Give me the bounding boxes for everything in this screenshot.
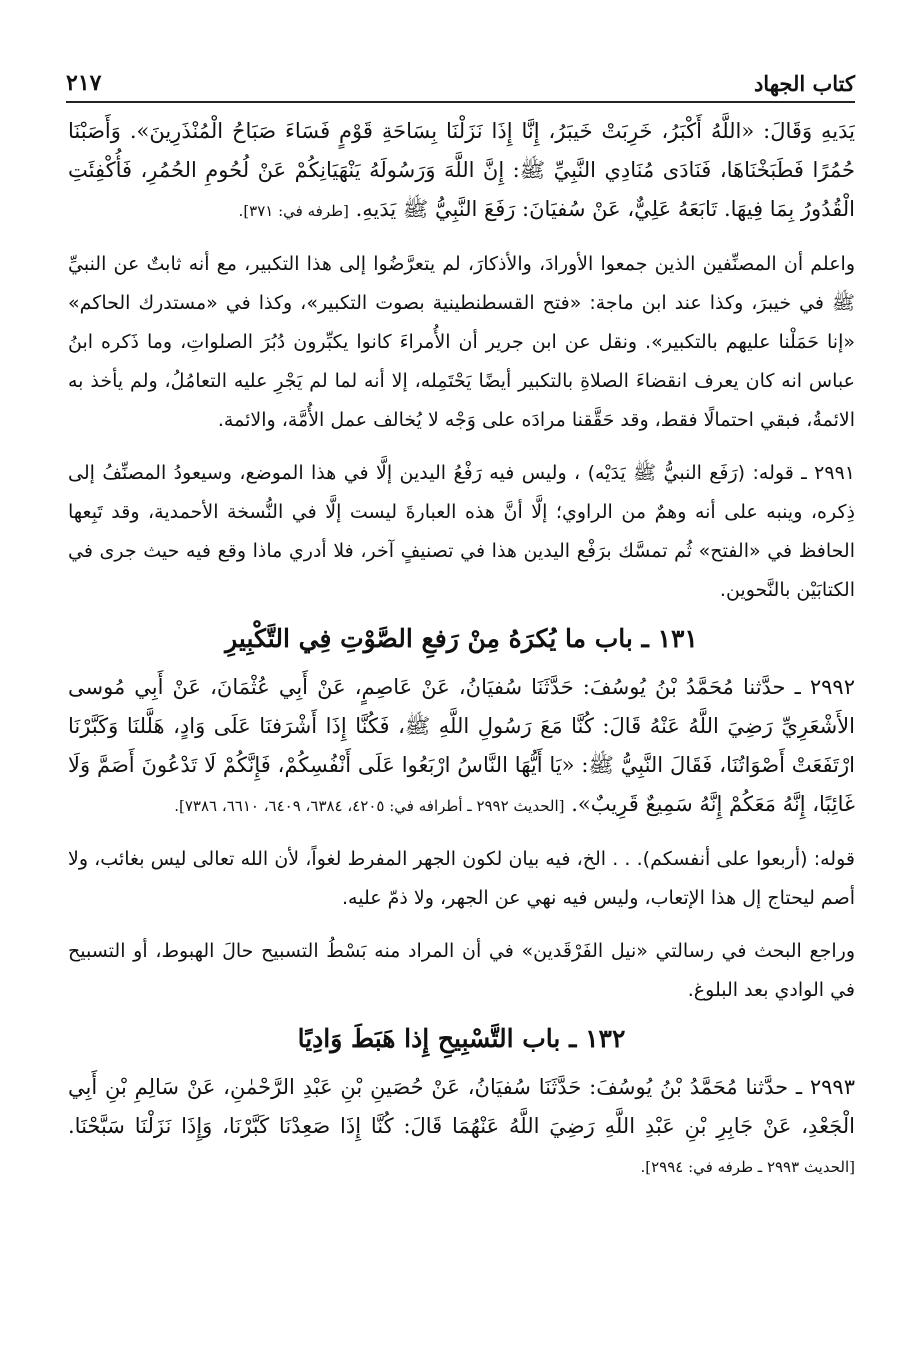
hadith-reference: [الحديث ٢٩٩٢ ـ أطرافه في: ٤٢٠٥، ٦٣٨٤، ٦٤٠٩، ٦٦١٠، ٧٣٨٦]. bbox=[174, 797, 565, 815]
page-number: ٢١٧ bbox=[66, 70, 102, 96]
hadith-reference: [طرفه في: ٣٧١]. bbox=[238, 202, 349, 220]
header-rule bbox=[66, 101, 855, 103]
commentary-paragraph: وراجع البحث في رسالتي «نيل الفَرْقَدين» في أن المراد منه بَسْطُ التسبيح حالَ الهبوط، أو التسبيح في الوادي بعد البلوغ. bbox=[68, 940, 855, 1001]
hadith-text: ٢٩٩٣ ـ حدَّثنا مُحَمَّدُ بْنُ يُوسُفَ: حَدَّثَنَا سُفيَانُ، عَنْ حُصَينِ بْنِ عَبْدِ الرَّحْمٰنِ، عَنْ سَالِمِ بْنِ أَبِي الْجَعْدِ، عَنْ جَابِرِ بْنِ عَبْدِ اللَّهِ رَضِيَ اللَّهُ عَنْهُمَا قَالَ: كُنَّا إِذَا صَعِدْنَا كَبَّرْنَا، وَإِذَا نَزَلْنَا سَبَّحْنَا. [الحديث ٢٩٩٣ ـ طرفه في: ٢٩٩٤]. bbox=[68, 1075, 855, 1176]
commentary-paragraph: واعلم أن المصنِّفين الذين جمعوا الأورادَ، والأذكارَ، لم يتعرَّضُوا إلى هذا التكبير، مع أنه ثابتٌ عن النبيِّ ﷺ في خيبرَ، وكذا عند ابن ماجة: «فتح القسطنطينية بصوت التكبير»، وكذا في «مستدرك الحاكم» «إنا حَمَلْنا عليهم بالتكبير». ونقل عن ابن جرير أن الأُمراءَ كانوا يكبِّرون دُبُرَ الصلواتِ، وما ذَكره ابنُ عباس انه كان يعرف انقضاءَ الصلاةِ بالتكبير أيضًا يَحْتَمِله، إلا أنه لما لم يَجْرِ عليه التعامُلُ، ولم يأخذ به الائمةُ، فبقي احتمالًا فقط، وقد حَقَّقنا مرادَه على وَجْه لا يُخالف عمل الأُمَّة، والائمة. bbox=[68, 253, 855, 431]
hadith-text: يَدَيهِ وَقَالَ: «اللَّهُ أَكْبَرُ، خَرِبَتْ خَيبَرُ، إِنَّا إِذَا نَزَلْنَا بِسَاحَةِ قَوْمٍ فَسَاءَ صَبَاحُ الْمُنْذَرِينَ». وَأَصَبْنَا حُمُرًا فَطَبَخْنَاهَا، فَنَادَى مُنَادِي النَّبِيِّ ﷺ: إِنَّ اللَّهَ وَرَسُولَهُ يَنْهَيَانِكُمْ عَنْ لُحُومِ الحُمُرِ، فَأُكْفِئَتِ الْقُدُورُ بِمَا فِيهَا. تَابَعَهُ عَلِيٌّ، عَنْ سُفيَانَ: رَفَعَ النَّبِيُّ ﷺ يَدَيهِ. [طرفه في: ٣٧١]. bbox=[68, 119, 855, 221]
hadith-text: ٢٩٩٢ ـ حدَّثنا مُحَمَّدُ بْنُ يُوسُفَ: حَدَّثَنَا سُفيَانُ، عَنْ عَاصِمٍ، عَنْ أَبِي عُثْمَانَ، عَنْ أَبِي مُوسى الأَشْعَرِيِّ رَضِيَ اللَّهُ عَنْهُ قَالَ: كُنَّا مَعَ رَسُولِ اللَّهِ ﷺ، فَكُنَّا إِذَا أَشْرَفنَا عَلَى وَادٍ، هَلَّلنَا وَكَبَّرْنَا ارْتَفَعَتْ أَصْوَاتُنَا، فَقَالَ النَّبِيُّ ﷺ: «يَا أَيُّهَا النَّاسُ ارْبَعُوا عَلَى أَنْفُسِكُمْ، فَإِنَّكُمْ لَا تَدْعُونَ أَصَمَّ وَلَا غَائِبًا، إِنَّهُ مَعَكُمْ إِنَّهُ سَمِيعٌ قَرِيبٌ». [الحديث ٢٩٩٢ ـ أطرافه في: ٤٢٠٥، ٦٣٨٤، ٦٤٠٩، ٦٦١٠، ٧٣٨٦]. bbox=[68, 675, 855, 816]
page-header bbox=[66, 56, 855, 96]
commentary-paragraph: ٢٩٩١ ـ قوله: (رَفَع النبيُّ ﷺ يَدَيْه) ، وليس فيه رَفْعُ اليدين إلَّا في هذا الموضع، وسيعودُ المصنِّفُ إلى ذِكره، وينبه على أنه وهمٌ من الراوي؛ إلَّا أنَّ هذه العبارةَ ليست إلَّا في النُّسخة الأحمدية، وقد تَبِعها الحافظ في «الفتح» ثُم تمسَّك برَفْع اليدين هذا في تصنيفٍ آخر، فلا أدري ماذا وقع فيه حيث جرى في الكتابَيْن بالنَّحوين. bbox=[68, 462, 855, 601]
hadith-reference: [الحديث ٢٩٩٣ ـ طرفه في: ٢٩٩٤]. bbox=[640, 1158, 855, 1176]
chapter-heading: ١٣١ ـ باب ما يُكرَهُ مِنْ رَفعِ الصَّوْتِ فِي التَّكْبِيرِ bbox=[225, 624, 698, 653]
running-title: كتاب الجهاد bbox=[753, 71, 855, 96]
page-body bbox=[68, 112, 855, 1328]
commentary-paragraph: قوله: (أربعوا على أنفسكم). . . الخ، فيه بيان لكون الجهر المفرط لغواً، لأن الله تعالى ليس بغائب، ولا أصم ليحتاج إل هذا الإتعاب، وليس فيه نهي عن الجهر، ولا ذمّ عليه. bbox=[68, 848, 855, 909]
chapter-heading: ١٣٢ ـ باب التَّسْبِيحِ إِذا هَبَطَ وَادِيًا bbox=[297, 1024, 626, 1053]
